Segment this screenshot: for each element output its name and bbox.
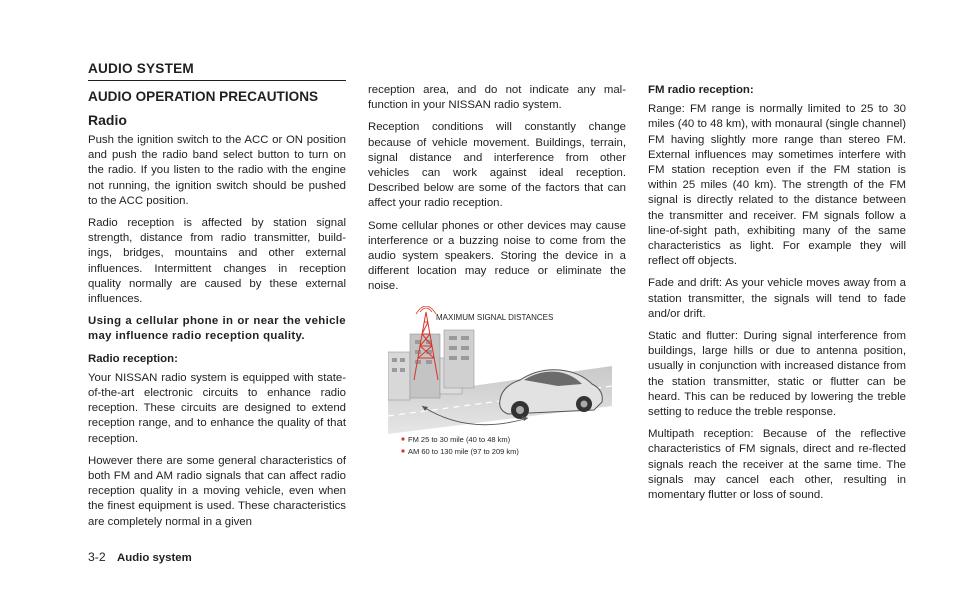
page-footer — [88, 550, 192, 564]
paragraph: Some cellular phones or other devices may cause interference or a buzzing noise to come from the audio system speakers. Storing the device in a different location may reduce or eliminate the noise. — [368, 219, 626, 293]
column-2 — [368, 83, 626, 456]
paragraph: Range: FM range is normally limited to 25 to 30 miles (40 to 48 km), with monaural (single channel) FM having slightly more range than stereo FM. External influences may sometimes interfere with FM station reception even if the FM station is within 25 miles (40 km). The strength of the FM signal is directly related to the distance between the transmitter and receiver. FM signals follow a line-of-sight path, exhibiting many of the same characteristics as light. For example they will reflect off objects. — [648, 103, 906, 268]
radio-reception-label: Radio reception: — [88, 352, 178, 365]
column-3 — [648, 83, 906, 510]
paragraph: reception area, and do not indicate any mal-function in your NISSAN radio system. — [368, 84, 626, 112]
radio-heading: Radio — [88, 112, 127, 128]
paragraph: Static and flutter: During signal interference from buildings, large hills or due to antenna position, usually in conjunction with increased distance from the station transmitter, static or flutter can be heard. This can be reduced by lowering the treble setting to reduce the treble response. — [648, 330, 906, 419]
fm-reception-label: FM radio reception: — [648, 84, 754, 96]
footer-section-name: Audio system — [117, 552, 192, 564]
paragraph: Reception conditions will constantly change because of vehicle movement. Buildings, terrain, signal distance and interference from other vehicles can work against ideal reception. Described below are some of the factors that can affect your radio reception. — [368, 121, 626, 210]
subsection-title: AUDIO OPERATION PRECAUTIONS — [88, 89, 319, 104]
paragraph: Radio reception is affected by station signal strength, distance from radio transmitter, build-ings, bridges, mountains and other external influences. Intermittent changes in reception quality normally are caused by these external influences. — [88, 217, 346, 306]
paragraph: Fade and drift: As your vehicle moves away from a station transmitter, the signals will tend to fade and/or drift. — [648, 277, 906, 320]
paragraph: Your NISSAN radio system is equipped with state-of-the-art electronic circuits to enhance radio reception. These circuits are designed to extend reception range, and to enhance the quality of that reception. — [88, 371, 346, 445]
paragraph: However there are some general characteristics of both FM and AM radio signals that can affect radio reception quality in a moving vehicle, even when the finest equipment is used. These characteristics are completely normal in a given — [88, 454, 346, 528]
signal-distance-figure — [388, 306, 612, 456]
page-number: 3-2 — [88, 550, 106, 564]
am-range-label: AM 60 to 130 mile (97 to 209 km) — [408, 446, 519, 456]
warning-paragraph: Using a cellular phone in or near the vehicle may influence radio reception quality. — [88, 315, 346, 343]
fm-range-label: FM 25 to 30 mile (40 to 48 km) — [408, 434, 511, 444]
paragraph: Push the ignition switch to the ACC or ON position and push the radio band select button to turn on the radio. If you listen to the radio with the engine not running, the ignition switch should be pushed to the ACC position. — [88, 134, 346, 207]
section-title: AUDIO SYSTEM — [88, 60, 346, 81]
paragraph: Multipath reception: Because of the reflective characteristics of FM signals, direct and re-flected signals reach the receiver at the same time. The signals may cancel each other, resulting in momentary flutter or loss of sound. — [648, 428, 906, 502]
figure-title: MAXIMUM SIGNAL DISTANCES — [436, 312, 554, 322]
column-1 — [88, 60, 346, 537]
signal-distance-illustration — [388, 306, 612, 456]
